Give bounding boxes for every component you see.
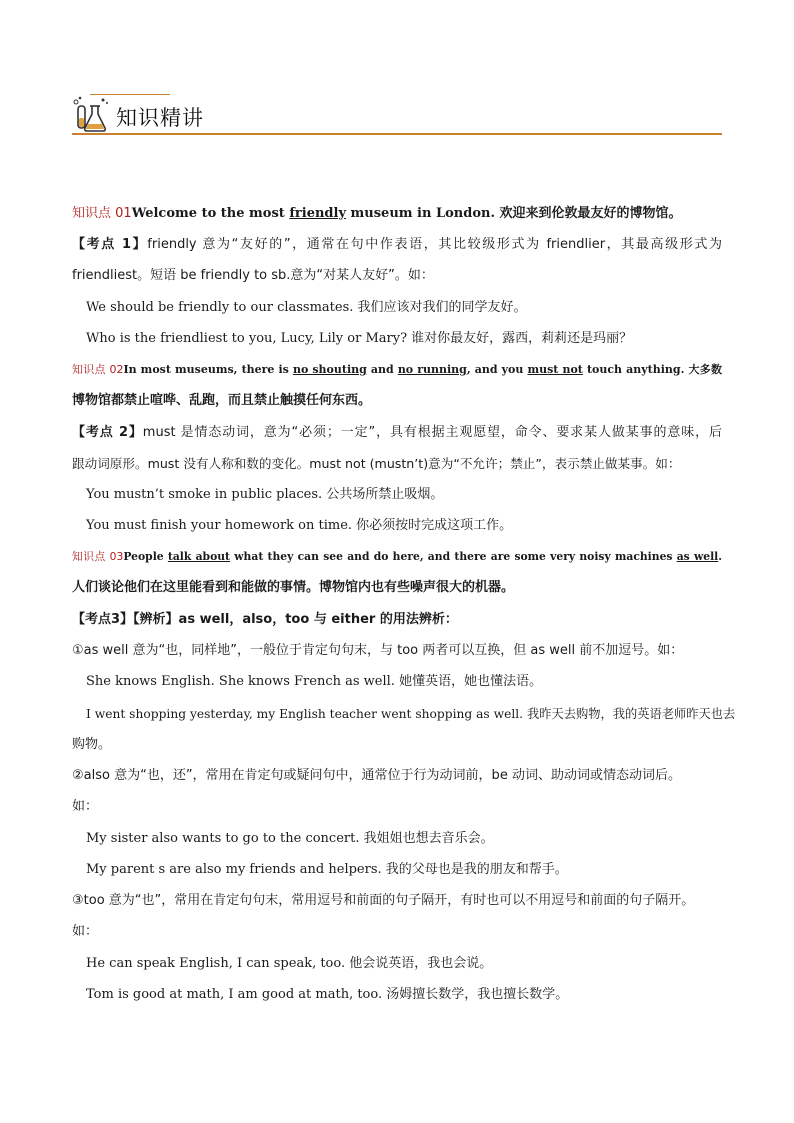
section-header (72, 92, 722, 136)
lab-flask-icon (72, 96, 112, 134)
k2-sentence-line2: 博物馆都禁止喧哗、乱跑，而且禁止触摸任何东西。 (72, 393, 372, 408)
k2-example-2: You must finish your homework on time. 你必须按时完成这项工作。 (86, 518, 513, 533)
k1-label: 知识点 01 (72, 206, 132, 221)
k1-note-line1: 【考点 1】friendly 意为“友好的”，通常在句中作表语，其比较级形式为 friendlier，其最高级形式为 (72, 237, 722, 252)
k3-point-3: ③too 意为“也”，常用在肯定句句末，常用逗号和前面的句子隔开，有时也可以不用逗号和前面的句子隔开。 (72, 893, 695, 908)
k3-sentence-line1: 知识点 03People talk about what they can see and do here, and there are some very noisy machines as well. (72, 550, 722, 563)
k3-point-1-example-2: I went shopping yesterday, my English teacher went shopping as well. 我昨天去购物，我的英语老师昨天也去 (86, 707, 736, 721)
k2-example-1: You mustn’t smoke in public places. 公共场所禁止吸烟。 (86, 487, 444, 502)
k3-sentence-line2: 人们谈论他们在这里能看到和能做的事情。博物馆内也有些噪声很大的机器。 (72, 580, 515, 595)
k2-note-tag: 【考点 2】 (72, 425, 143, 440)
k3-point-1-example-2-cont: 购物。 (72, 737, 112, 752)
k3-point-1-example-1: She knows English. She knows French as well. 她懂英语，她也懂法语。 (86, 674, 543, 689)
k3-point-3-cont: 如： (72, 924, 99, 939)
header-underline (72, 133, 722, 135)
k1-note-line2: friendliest。短语 be friendly to sb.意为“对某人友好”。如： (72, 268, 434, 283)
k3-point-2: ②also 意为“也，还”，常用在肯定句或疑问句中，通常位于行为动词前，be 动词、助动词或情态动词后。 (72, 768, 681, 783)
k3-label: 知识点 03 (72, 550, 124, 563)
k3-point-1: ①as well 意为“也，同样地”，一般位于肯定句句末，与 too 两者可以互换，但 as well 前不加逗号。如： (72, 643, 684, 658)
k2-note-line2: 跟动词原形。must 没有人称和数的变化。must not (mustn’t)意为“不允许；禁止”，表示禁止做某事。如： (72, 456, 681, 471)
k3-point-2-example-2: My parent s are also my friends and helpers. 我的父母也是我的朋友和帮手。 (86, 862, 568, 877)
k3-point-3-example-1: He can speak English, I can speak, too. 他会说英语，我也会说。 (86, 956, 493, 971)
k3-note: 【考点3】【辨析】as well，also，too 与 either 的用法辨析： (72, 612, 458, 627)
k3-point-3-example-2: Tom is good at math, I am good at math, too. 汤姆擅长数学，我也擅长数学。 (86, 987, 569, 1002)
k1-example-2: Who is the friendliest to you, Lucy, Lily or Mary? 谁对你最友好，露西，莉莉还是玛丽？ (86, 331, 633, 346)
k2-label: 知识点 02 (72, 363, 124, 376)
k1-underline-friendly: friendly (289, 206, 346, 221)
k1-sentence: 知识点 01Welcome to the most friendly museum in London. 欢迎来到伦敦最友好的博物馆。 (72, 206, 682, 221)
header-top-rule (90, 94, 170, 95)
k1-note-tag: 【考点 1】 (72, 237, 148, 252)
k1-example-1: We should be friendly to our classmates. 我们应该对我们的同学友好。 (86, 300, 527, 315)
page-title: 知识精讲 (116, 106, 204, 130)
k2-note-line1: 【考点 2】must 是情态动词，意为“必须；一定”，具有根据主观愿望，命令、要求某人做某事的意味，后 (72, 425, 722, 440)
k3-point-2-cont: 如： (72, 799, 99, 814)
k3-point-2-example-1: My sister also wants to go to the concert. 我姐姐也想去音乐会。 (86, 831, 494, 846)
k2-sentence-line1: 知识点 02In most museums, there is no shouting and no running, and you must not touch anything. 大多数 (72, 363, 722, 376)
